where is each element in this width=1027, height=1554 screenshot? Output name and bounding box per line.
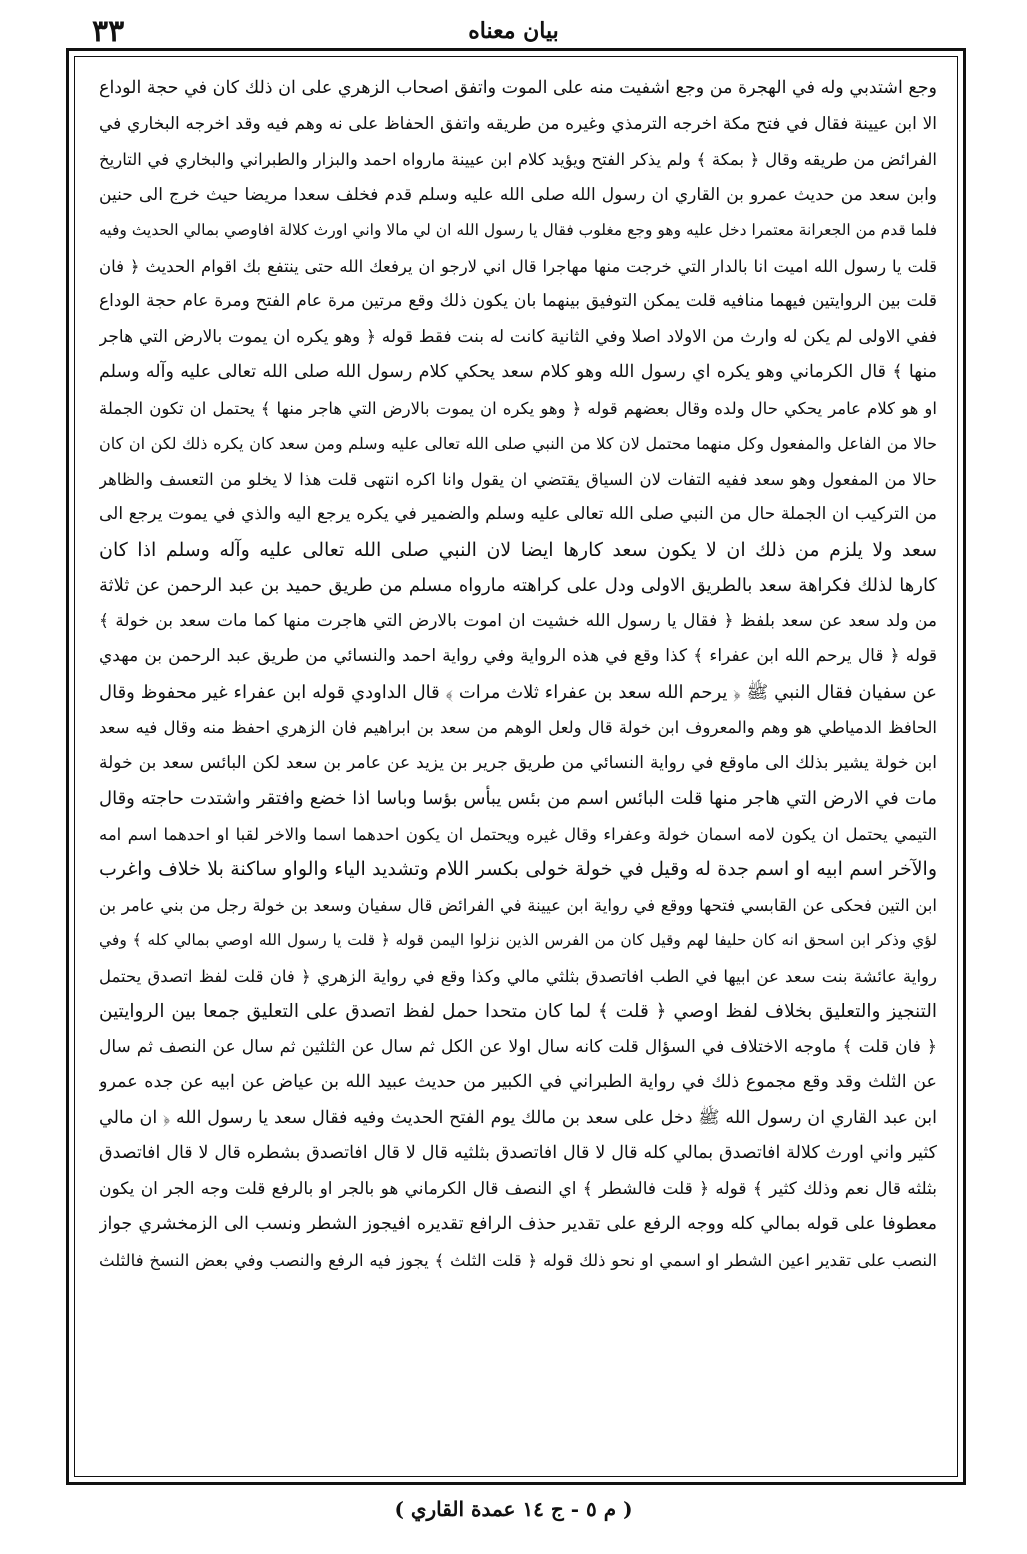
text-line: عن سفيان فقال النبي ﷺ ﴿ يرحم الله سعد بن عفراء ثلاث مرات ﴾ قال الداودي قوله ابن عفراء غير محفوظ وقال <box>99 681 937 703</box>
text-line: لؤي وذكر ابن اسحق انه كان حليفا لهم وقيل كان من الفرس الذين نزلوا اليمن قوله ﴿ قلت يا رسول الله اوصي بمالي كله ﴾ وفي <box>99 931 937 949</box>
text-line: سعد ولا يلزم من ذلك ان لا يكون سعد كارها ايضا لان النبي صلى الله تعالى عليه وآله وسلم اذا كان <box>99 538 937 561</box>
text-line: قلت بين الروايتين فيهما منافيه قلت يمكن التوفيق بينهما بان يكون ذلك وقع مرتين مرة عام الفتح ومرة عام حجة الوداع <box>99 291 937 311</box>
text-line: النصب على تقدير اعين الشطر او اسمي او نحو ذلك قوله ﴿ قلت الثلث ﴾ يجوز فيه الرفع والنصب وفي بعض النسخ فالثلث <box>99 1250 937 1270</box>
text-line: التنجيز والتعليق بخلاف لفظ اوصي ﴿ قلت ﴾ لما كان متحدا حمل لفظ اتصدق على التعليق جمعا بين الروايتين <box>99 1001 937 1022</box>
text-line: ابن التين فحكى عن القابسي فتحها ووقع في رواية ابن عيينة في الفرائض قال سفيان وسعد بن خولة رجل من بني عامر بن <box>99 895 937 915</box>
text-line: بثلثه قال نعم وذلك كثير ﴾ قوله ﴿ قلت فالشطر ﴾ اي النصف قال الكرماني هو بالجر او بالرفع قلت وجه الجر ان يكون <box>99 1178 937 1199</box>
text-line: الحافظ الدمياطي هو وهم والمعروف ابن خولة قال ولعل الوهم من سعد بن ابراهيم فان الزهري احفظ منه وقال فيه سعد <box>99 718 937 737</box>
text-line: ابن خولة يشير بذلك الى ماوقع في رواية النسائي من طريق جرير بن يزيد عن عامر بن سعد لكن البائس سعد بن خولة <box>99 752 937 773</box>
text-line: عن الثلث وقد وقع مجموع ذلك في رواية الطبراني في الكبير من حديث عبيد الله بن عياض عن ابيه عن جده عمرو <box>99 1072 937 1092</box>
text-line: التيمي يحتمل ان يكون لامه اسمان خولة وعفراء وقال غيره ويحتمل ان يكون احدهما اسما والاخر لقبا او احدهما اسم امه <box>99 824 937 844</box>
text-line: فلما قدم من الجعرانة معتمرا دخل عليه وهو وجع مغلوب فقال يا رسول الله ان لي مالا واني اورث كلالة افاوصي بمالي الحديث وفيه <box>99 221 937 239</box>
text-line: مات في الارض التي هاجر منها قلت البائس اسم من بئس يبأس بؤسا وباسا اذا خضع وافتقر واشتدت حاجته وقال <box>99 788 937 809</box>
text-line: كثير واني اورث كلالة افاتصدق بمالي كله قال لا قال افاتصدق بثلثيه قال لا قال افاتصدق بشطره قال لا قال افاتصدق <box>99 1143 937 1163</box>
text-line: ﴿ فان قلت ﴾ ماوجه الاختلاف في السؤال قلت كانه سال اولا عن الكل ثم سال عن الثلثين ثم سال عن النصف ثم سال <box>99 1036 937 1057</box>
running-title: بيان معناه <box>468 18 559 44</box>
text-line: معطوفا على قوله بمالي كله ووجه الرفع على تقدير حذف الرافع تقديره افيجوز الشطر ونسب الى الزمخشري جواز <box>99 1214 937 1234</box>
page-number: ۳۳ <box>92 14 125 49</box>
text-line: وجع اشتدبي وله في الهجرة من وجع اشفيت منه على الموت واتفق اصحاب الزهري على ان ذلك كان في حجة الوداع <box>99 78 937 98</box>
text-line: او هو كلام عامر يحكي حال ولده وقال بعضهم قوله ﴿ وهو يكره ان يموت بالارض التي هاجر منها ﴾ يحتمل ان تكون الجملة <box>99 398 937 418</box>
footer-signature: ( م ٥ - ج ١٤ عمدة القاري ) <box>394 1497 633 1521</box>
body-text <box>99 71 937 1278</box>
text-line: قلت يا رسول الله اميت انا بالدار التي خرجت منها مهاجرا قال اني لارجو ان يرفعك الله حتى ينتفع بك اقوام الحديث ﴿ فان <box>99 256 937 276</box>
text-line: حالا من المفعول وهو سعد ففيه التفات لان السياق يقتضي ان يقول وانا اكره انتهى قلت هذا لا يخلو من التعسف والظاهر <box>99 469 937 489</box>
text-line: من التركيب ان الجملة حال من النبي صلى الله تعالى عليه وسلم والضمير في يكره يرجع اليه والذي في يموت يرجع الى <box>99 504 937 524</box>
text-line: وابن سعد من حديث عمرو بن القاري ان رسول الله صلى الله عليه وسلم قدم فخلف سعدا مريضا حيث خرج الى حنين <box>99 184 937 205</box>
text-line: الا ابن عيينة فقال في فتح مكة اخرجه الترمذي وغيره من طريقه واتفق الحفاظ على نه وهم فيه وقد اخرجه البخاري في <box>99 113 937 134</box>
text-line: قوله ﴿ قال يرحم الله ابن عفراء ﴾ كذا وقع في هذه الرواية وفي رواية احمد والنسائي من طريق عبد الرحمن بن مهدي <box>99 646 937 666</box>
text-line: رواية عائشة بنت سعد عن ابيها في الطب افاتصدق بثلثي مالي وكذا وقع في رواية الزهري ﴿ فان قلت لفظ اتصدق يحتمل <box>99 966 937 986</box>
text-line: والآخر اسم ابيه او اسم جدة له وقيل في خولة خولى بكسر اللام وتشديد الياء والواو ساكنة بلا خلاف واغرب <box>99 858 937 880</box>
text-line: ففي الاولى لم يكن له وارث من الاولاد اصلا وفي الثانية كانت له بنت فقط قوله ﴿ وهو يكره ان يموت بالارض التي هاجر <box>99 326 937 347</box>
text-line: حالا من الفاعل والمفعول وكل منهما محتمل لان كلا من النبي صلى الله تعالى عليه وسلم ومن سعد كان يكره ذلك لكن ان كان <box>99 434 937 453</box>
text-line: الفرائض من طريقه وقال ﴿ بمكة ﴾ ولم يذكر الفتح ويؤيد كلام ابن عيينة مارواه احمد والبزار والطبراني والبخاري في التاريخ <box>99 150 937 169</box>
text-frame <box>66 48 966 1485</box>
text-line: كارها لذلك فكراهة سعد بالطريق الاولى ودل على كراهته مارواه مسلم من طريق حميد بن عبد الرحمن عن ثلاثة <box>99 575 937 596</box>
text-line: من ولد سعد عن سعد بلفظ ﴿ فقال يا رسول الله خشيت ان اموت بالارض التي هاجرت منها كما مات سعد بن خولة ﴾ <box>99 610 937 631</box>
text-line: ابن عبد القاري ان رسول الله ﷺ دخل على سعد بن مالك يوم الفتح الحديث وفيه فقال سعد يا رسول الله ﴿ ان مالي <box>99 1107 937 1128</box>
text-line: منها ﴾ قال الكرماني وهو يكره اي رسول الله وهو كلام سعد يحكي كلام رسول الله صلى الله تعالى عليه وآله وسلم <box>99 362 937 382</box>
